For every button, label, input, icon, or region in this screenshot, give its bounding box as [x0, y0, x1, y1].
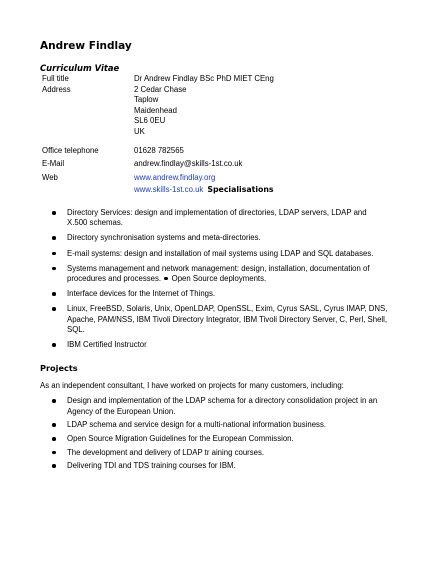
cv-heading: Curriculum Vitae — [40, 63, 120, 73]
telephone-value: 01628 782565 — [134, 145, 184, 155]
list-item: Systems management and network management: design, installation, documentation of procedures and processes. Open Source deployments. — [40, 264, 389, 284]
email-row — [42, 159, 400, 170]
address-line: UK — [134, 126, 145, 136]
bullet-icon — [52, 252, 56, 256]
bullet-icon — [52, 236, 56, 240]
full-title-row — [42, 74, 400, 85]
projects-intro: As an independent consultant, I have worked on projects for many customers, including: — [40, 381, 344, 391]
bullet-icon — [52, 399, 56, 403]
web-link-company[interactable]: www.skills-1st.co.uk — [134, 185, 204, 195]
full-title-value: Dr Andrew Findlay BSc PhD MIET CEng — [134, 74, 274, 83]
web-row — [42, 173, 400, 196]
bullet-icon — [52, 267, 56, 271]
address-value — [134, 85, 400, 138]
personal-info — [42, 74, 400, 196]
telephone-row — [42, 146, 400, 157]
address-label: Address — [42, 84, 71, 94]
address-line: Taplow — [134, 95, 159, 105]
bullet-icon — [52, 292, 56, 296]
address-line: Maidenhead — [134, 105, 177, 115]
address-line: 2 Cedar Chase — [134, 84, 187, 94]
bullet-icon — [52, 464, 56, 468]
list-item: Interface devices for the Internet of Things. — [40, 289, 389, 299]
list-item: The development and delivery of LDAP tr aining courses. — [40, 448, 389, 458]
bullet-icon — [52, 343, 56, 347]
web-values — [134, 173, 400, 196]
person-name: Andrew Findlay — [40, 40, 132, 52]
bullet-icon — [164, 277, 168, 281]
skills-list — [40, 208, 400, 350]
list-item: E-mail systems: design and installation of mail systems using LDAP and SQL databases. — [40, 249, 389, 259]
address-row — [42, 85, 400, 138]
list-item: Directory Services: design and implementation of directories, LDAP servers, LDAP and X.500 schemas. — [40, 208, 389, 228]
list-item: LDAP schema and service design for a multi-national information business. — [40, 420, 389, 430]
list-item: Open Source Migration Guidelines for the European Commission. — [40, 434, 389, 444]
web-link-personal[interactable]: www.andrew.findlay.org — [134, 172, 216, 182]
bullet-icon — [52, 451, 56, 455]
projects-list — [40, 396, 400, 471]
bullet-icon — [52, 307, 56, 311]
telephone-label: Office telephone — [42, 145, 99, 155]
projects-heading: Projects — [40, 363, 78, 374]
web-label: Web — [42, 172, 58, 182]
spacer — [42, 138, 400, 146]
email-value: andrew.findlay@skills-1st.co.uk — [134, 159, 243, 169]
bullet-icon — [52, 437, 56, 441]
email-label: E-Mail — [42, 159, 65, 169]
specialisations-heading: Specialisations — [207, 185, 274, 195]
list-item: IBM Certified Instructor — [40, 340, 389, 350]
list-item: Linux, FreeBSD, Solaris, Unix, OpenLDAP, OpenSSL, Exim, Cyrus SASL, Cyrus IMAP, DNS, Apache, PAM/NSS, IBM Tivoli Directory Integrator, IBM Tivoli Directory Server, C, Perl, Shell, SQL. — [40, 304, 389, 335]
bullet-icon — [52, 211, 56, 215]
bullet-icon — [52, 423, 56, 427]
list-item: Design and implementation of the LDAP schema for a directory consolidation project in an Agency of the European Union. — [40, 396, 389, 416]
address-line: SL6 0EU — [134, 116, 166, 126]
full-title-label: Full title — [42, 74, 69, 83]
list-item: Delivering TDI and TDS training courses for IBM. — [40, 461, 389, 471]
list-item: Directory synchronisation systems and meta-directories. — [40, 233, 389, 243]
